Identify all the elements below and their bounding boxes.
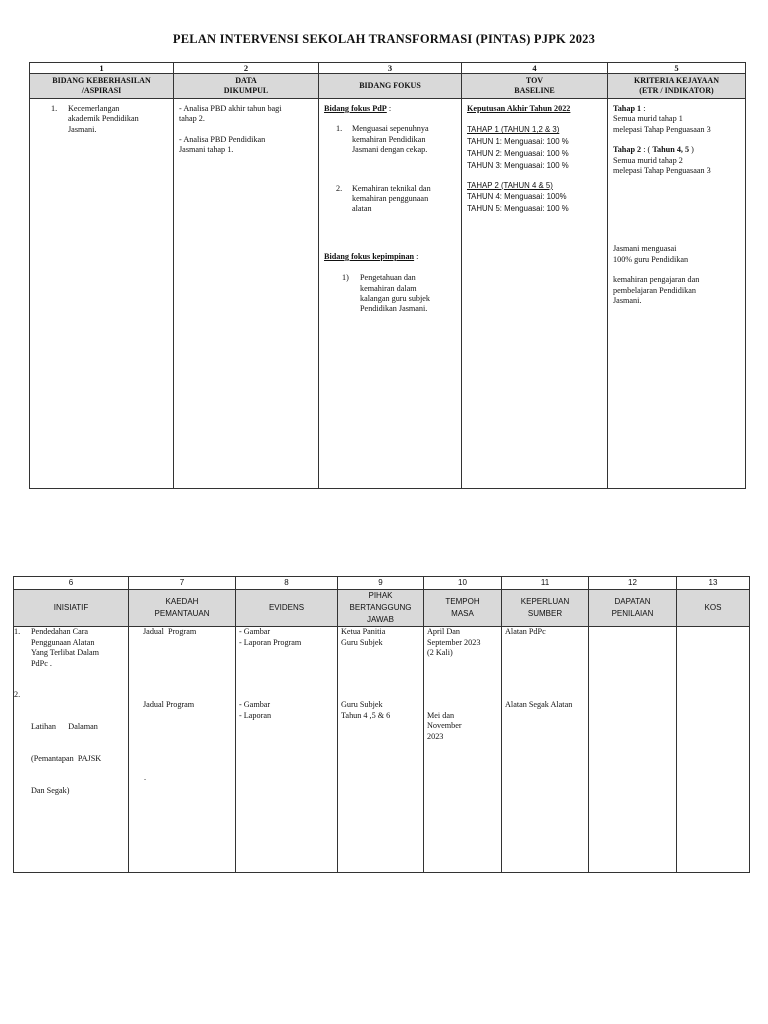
- guru-criteria: kemahiran pengajaran dan pembelajaran Pendidikan Jasmani.: [613, 275, 700, 306]
- header-kriteria-kejayaan: KRITERIA KEJAYAAN (ETR / INDIKATOR): [608, 74, 746, 99]
- header-bidang-fokus: BIDANG FOKUS: [319, 74, 462, 99]
- evidens-item: - Gambar - Laporan Program: [239, 627, 302, 647]
- header-dapatan-penilaian: DAPATAN PENILAIAN: [589, 590, 677, 627]
- section-heading: Bidang fokus PdP :: [324, 104, 392, 113]
- cell-tov-baseline: [462, 99, 608, 489]
- header-kos: KOS: [677, 590, 750, 627]
- list-item: 1. Pendedahan Cara Penggunaan Alatan Yang Terlibat Dalam PdPc .: [14, 627, 100, 668]
- column-number: 12: [589, 577, 677, 590]
- column-number: 5: [608, 63, 746, 74]
- cell-bidang-fokus: [319, 99, 462, 489]
- evidens-item: - Gambar - Laporan: [239, 700, 272, 720]
- column-number: 7: [129, 577, 236, 590]
- column-number: 1: [30, 63, 174, 74]
- tahap-2-criteria: Tahap 2 : ( Tahun 4, 5 ) Semua murid tahap 2 melepasi Tahap Penguasaan 3: [613, 145, 711, 176]
- column-number: 2: [174, 63, 319, 74]
- list-item: 1. Menguasai sepenuhnya kemahiran Pendidikan Jasmani dengan cekap.: [336, 124, 429, 155]
- intervention-plan-table-1: [29, 62, 746, 489]
- header-data-dikumpul: DATA DIKUMPUL: [174, 74, 319, 99]
- list-item: 1. Kecemerlangan akademik Pendidikan Jasmani.: [51, 104, 139, 134]
- header-inisiatif: INISIATIF: [14, 590, 129, 627]
- section-heading: Keputusan Akhir Tahun 2022: [467, 104, 571, 113]
- header-pihak-bertanggungjawab: PIHAK BERTANGGUNG JAWAB: [338, 590, 424, 627]
- cell-data-dikumpul: [174, 99, 319, 489]
- header-evidens: EVIDENS: [236, 590, 338, 627]
- column-number: 11: [502, 577, 589, 590]
- sumber-item: Alatan Segak Alatan: [505, 699, 573, 709]
- page-title: PELAN INTERVENSI SEKOLAH TRANSFORMASI (PINTAS) PJPK 2023: [172, 32, 596, 46]
- cell-bidang-keberhasilan: [30, 99, 174, 489]
- cell-tempoh-masa: [424, 627, 502, 873]
- list-item: 2. Latihan Dalaman (Pemantapan PAJSK Dan Segak): [14, 690, 102, 795]
- pihak-item: Ketua Panitia Guru Subjek: [341, 627, 386, 647]
- header-tempoh-masa: TEMPOH MASA: [424, 590, 502, 627]
- intervention-plan-table-2: [13, 576, 750, 873]
- sumber-item: Alatan PdPc: [505, 627, 546, 636]
- table-row: [30, 99, 746, 489]
- column-header-row: [30, 74, 746, 99]
- table-row: [14, 627, 750, 873]
- section-heading: Bidang fokus kepimpinan :: [324, 251, 419, 261]
- cell-dapatan-penilaian: [589, 627, 677, 873]
- kaedah-item: Jadual Program: [143, 627, 197, 636]
- list-item: 1) Pengetahuan dan kemahiran dalam kalangan guru subjek Pendidikan Jasmani.: [342, 273, 431, 314]
- header-keperluan-sumber: KEPERLUAN SUMBER: [502, 590, 589, 627]
- cell-pihak-bertanggungjawab: [338, 627, 424, 873]
- column-number: 9: [338, 577, 424, 590]
- column-number: 6: [14, 577, 129, 590]
- pihak-item: Guru Subjek Tahun 4 ,5 & 6: [341, 700, 391, 720]
- stray-mark: .: [144, 773, 147, 783]
- kaedah-item: Jadual Program: [143, 699, 195, 709]
- tahap-1-label: TAHAP 1 (TAHUN 1,2 & 3): [467, 125, 560, 135]
- cell-keperluan-sumber: [502, 627, 589, 873]
- tahap-1-results: TAHUN 1: Menguasai: 100 % TAHUN 2: Menguasai: 100 % TAHUN 3: Menguasai: 100 %: [467, 136, 569, 170]
- tahap-2-results: TAHUN 4: Menguasai: 100% TAHUN 5: Menguasai: 100 %: [467, 192, 569, 214]
- column-number: 4: [462, 63, 608, 74]
- tahap-2-label: TAHAP 2 (TAHUN 4 & 5): [467, 180, 553, 190]
- header-tov-baseline: TOV BASELINE: [462, 74, 608, 99]
- column-number: 13: [677, 577, 750, 590]
- column-number-row: [14, 577, 750, 590]
- list-item: - Analisa PBD akhir tahun bagi tahap 2.: [179, 104, 282, 124]
- cell-evidens: [236, 627, 338, 873]
- cell-inisiatif: [14, 627, 129, 873]
- column-number-row: [30, 63, 746, 74]
- column-number: 10: [424, 577, 502, 590]
- column-header-row: [14, 590, 750, 627]
- list-item: 2. Kemahiran teknikal dan kemahiran penggunaan alatan: [336, 183, 431, 214]
- list-item: - Analisa PBD Pendidikan Jasmani tahap 1.: [179, 134, 266, 155]
- header-bidang-keberhasilan: BIDANG KEBERHASILAN /ASPIRASI: [30, 74, 174, 99]
- cell-kriteria-kejayaan: [608, 99, 746, 489]
- cell-kos: [677, 627, 750, 873]
- cell-kaedah-pemantauan: [129, 627, 236, 873]
- column-number: 8: [236, 577, 338, 590]
- guru-criteria: Jasmani menguasai 100% guru Pendidikan: [613, 244, 689, 264]
- header-kaedah-pemantauan: KAEDAH PEMANTAUAN: [129, 590, 236, 627]
- tempoh-item: Mei dan November 2023: [427, 710, 462, 741]
- column-number: 3: [319, 63, 462, 74]
- tahap-1-criteria: Tahap 1 : Semua murid tahap 1 melepasi Tahap Penguasaan 3: [613, 104, 711, 134]
- tempoh-item: April Dan September 2023 (2 Kali): [427, 627, 481, 658]
